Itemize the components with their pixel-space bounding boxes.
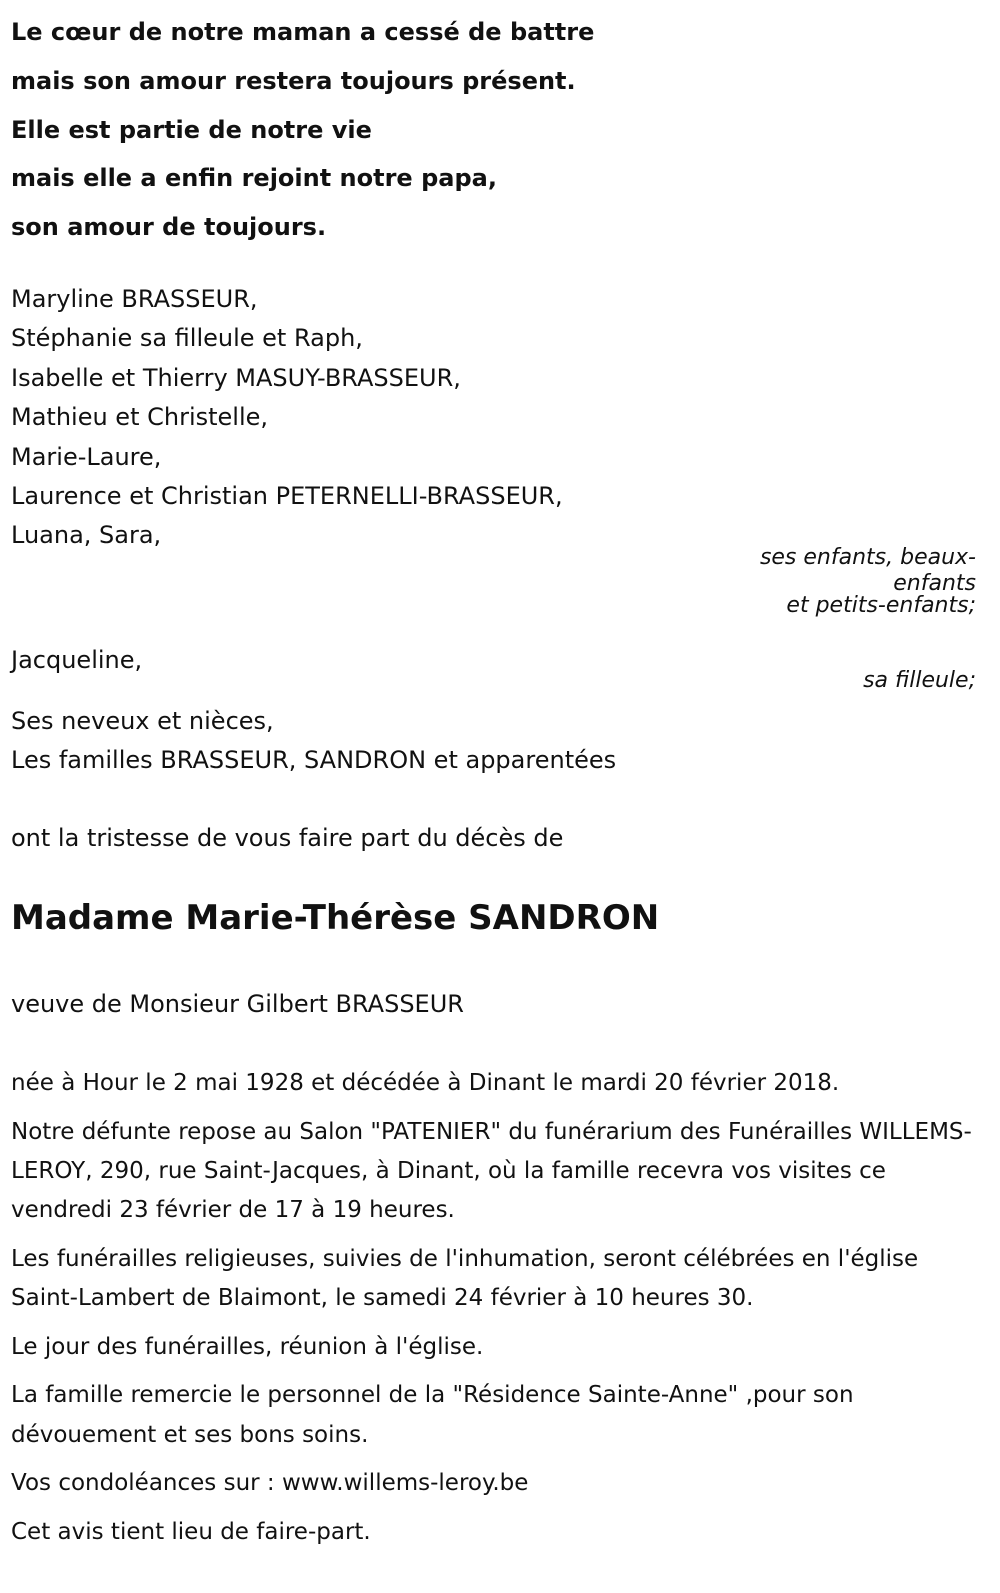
details: [11, 1064, 986, 1562]
poem-line: Elle est partie de notre vie: [11, 115, 372, 144]
family-member: Laurence et Christian PETERNELLI-BRASSEUR,: [11, 482, 563, 511]
poem-line: Le cœur de notre maman a cessé de battre: [11, 18, 595, 46]
detail-paragraph: Cet avis tient lieu de faire-part.: [11, 1519, 371, 1546]
detail-paragraph: née à Hour le 2 mai 1928 et décédée à Dinant le mardi 20 février 2018.: [11, 1070, 840, 1096]
family-member: Mathieu et Christelle,: [11, 403, 269, 432]
detail-paragraph: Notre défunte repose au Salon "PATENIER" du funérarium des Funérailles WILLEMS-LEROY, 290, rue Saint-Jacques, à Dinant, où la famille recevra vos visites ce vendredi 23 février de 17 à 19 heures.: [11, 1118, 972, 1224]
detail-paragraph: Les funérailles religieuses, suivies de l'inhumation, seront célébrées en l'église Saint-Lambert de Blaimont, le samedi 24 février à 10 heures 30.: [11, 1245, 919, 1312]
poem: [11, 8, 594, 252]
family-member: Stéphanie sa filleule et Raph,: [11, 324, 363, 353]
family-member: Marie-Laure,: [11, 442, 162, 471]
detail-paragraph: Le jour des funérailles, réunion à l'église.: [11, 1333, 484, 1360]
family-member: Isabelle et Thierry MASUY-BRASSEUR,: [11, 363, 461, 392]
announcement: ont la tristesse de vous faire part du décès de: [11, 824, 564, 852]
role-goddaughter: sa filleule;: [863, 668, 976, 693]
relatives-line: Ses neveux et nièces,: [11, 707, 274, 735]
detail-paragraph: Vos condoléances sur : www.willems-leroy.be: [11, 1470, 529, 1497]
widow-of: veuve de Monsieur Gilbert BRASSEUR: [11, 990, 464, 1018]
poem-line: son amour de toujours.: [11, 213, 327, 242]
family-member: Luana, Sara,: [11, 521, 162, 550]
role-children-line: et petits-enfants;: [786, 593, 976, 618]
family-list: [11, 280, 563, 556]
goddaughter-name: Jacqueline,: [11, 646, 143, 674]
role-children: [736, 545, 976, 619]
relatives-line: Les familles BRASSEUR, SANDRON et apparentées: [11, 746, 617, 774]
detail-paragraph: La famille remercie le personnel de la "Résidence Sainte-Anne" ,pour son dévouement et ses bons soins.: [11, 1382, 854, 1448]
family-member: Maryline BRASSEUR,: [11, 285, 258, 313]
poem-line: mais son amour restera toujours présent.: [11, 66, 576, 95]
deceased-name: Madame Marie-Thérèse SANDRON: [11, 898, 660, 938]
role-children-line: ses enfants, beaux-: [759, 545, 976, 570]
poem-line: mais elle a enfin rejoint notre papa,: [11, 164, 497, 193]
role-children-line: enfants: [893, 571, 976, 596]
